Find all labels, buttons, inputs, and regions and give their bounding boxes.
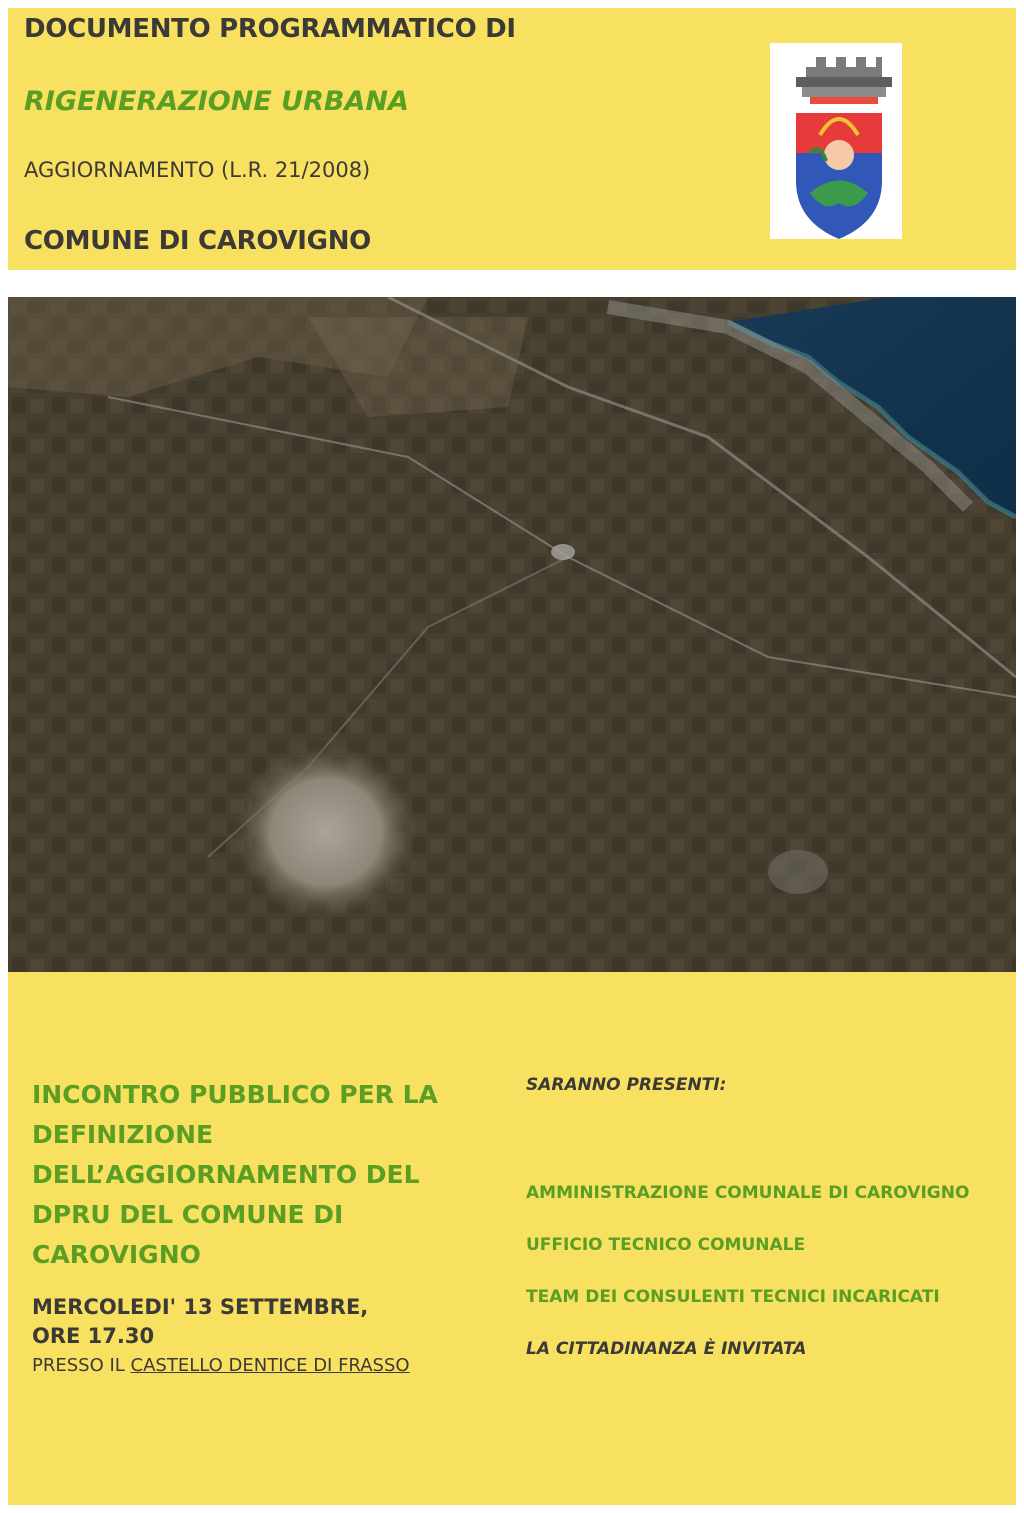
event-headline: INCONTRO PUBBLICO PER LA DEFINIZIONE DELL’AGGIORNAMENTO DEL DPRU DEL COMUNE DI CAROVIGNO [32, 1080, 438, 1269]
law-reference: AGGIORNAMENTO (L.R. 21/2008) [24, 158, 371, 182]
event-panel [8, 972, 1016, 1505]
presenter-item: UFFICIO TECNICO COMUNALE [526, 1235, 806, 1255]
invitation-text: LA CITTADINANZA È INVITATA [526, 1339, 807, 1359]
event-date-day: MERCOLEDI' 13 SETTEMBRE, [32, 1295, 369, 1319]
document-title: DOCUMENTO PROGRAMMATICO DI [24, 14, 516, 44]
presenter-item: TEAM DEI CONSULENTI TECNICI INCARICATI [526, 1287, 940, 1307]
event-info [32, 1075, 472, 1376]
event-date [32, 1293, 472, 1351]
venue-link[interactable]: CASTELLO DENTICE DI FRASSO [130, 1355, 410, 1376]
document-subtitle: RIGENERAZIONE URBANA [24, 86, 409, 117]
presenter-item: AMMINISTRAZIONE COMUNALE DI CAROVIGNO [526, 1183, 970, 1203]
carovigno-coat-of-arms-icon [770, 43, 902, 239]
event-venue [32, 1355, 472, 1376]
presenters-label: SARANNO PRESENTI: [526, 1075, 727, 1095]
presenters-list [526, 1072, 996, 1362]
venue-prefix: PRESSO IL [32, 1355, 131, 1376]
municipality-name: COMUNE DI CAROVIGNO [24, 226, 371, 256]
satellite-map-carovigno [8, 297, 1016, 972]
event-date-time: ORE 17.30 [32, 1324, 155, 1348]
header-panel [8, 8, 1016, 270]
